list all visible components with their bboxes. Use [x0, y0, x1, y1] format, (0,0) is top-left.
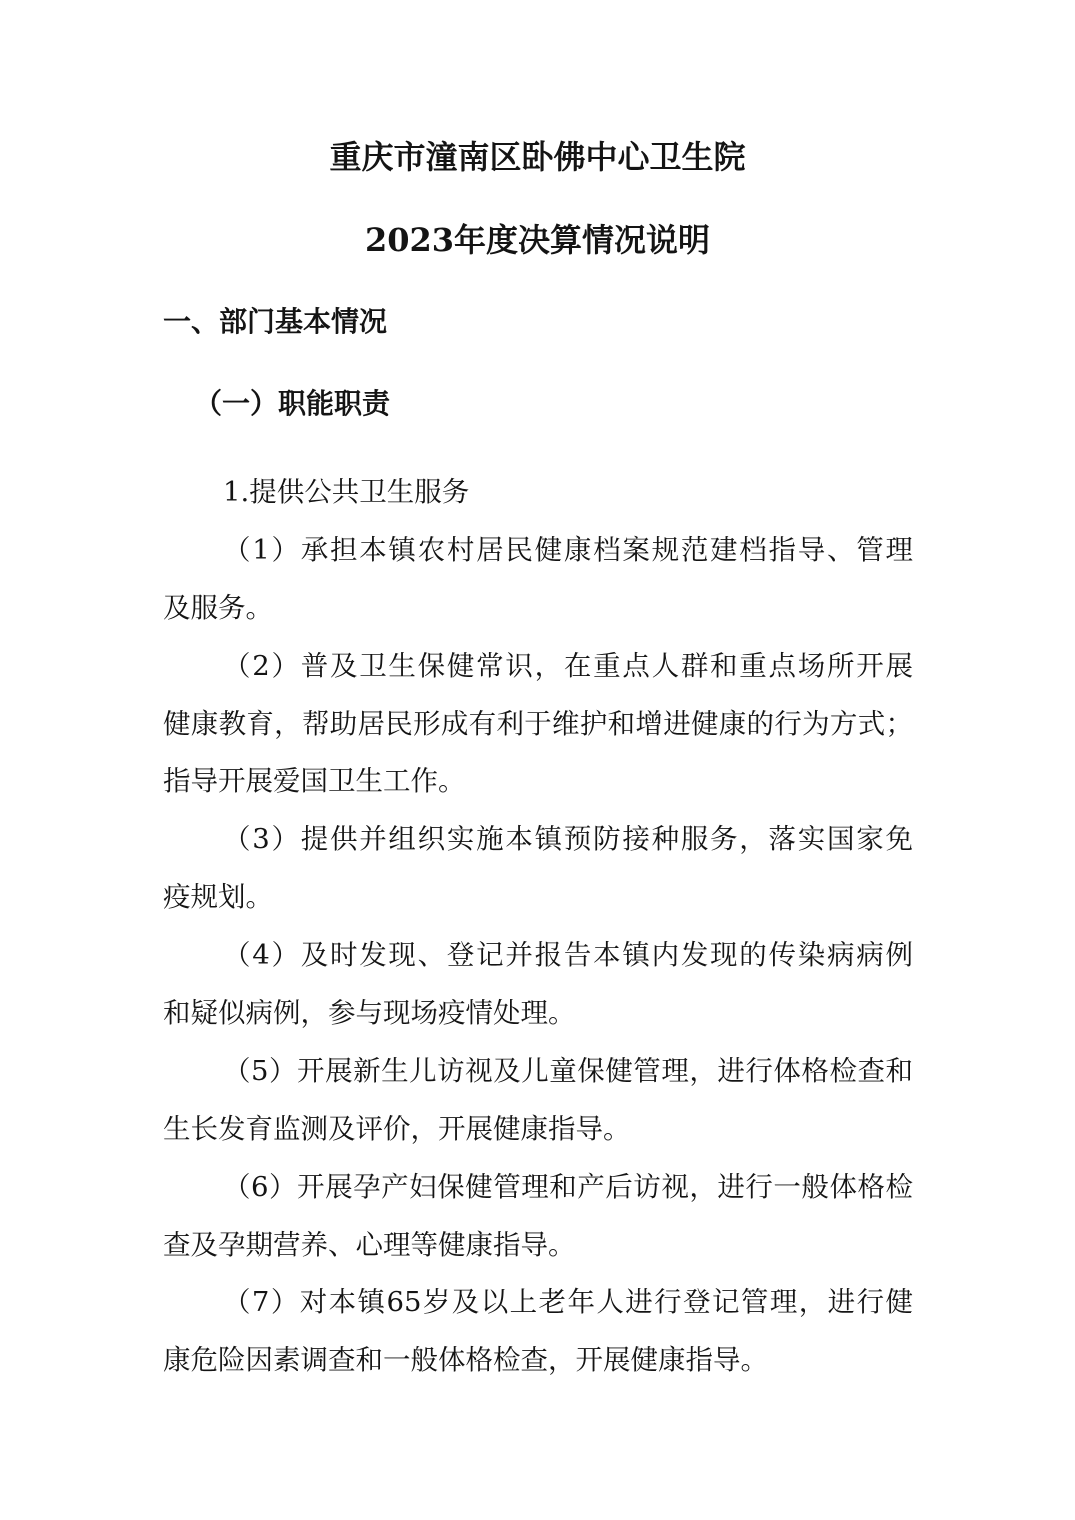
paragraph-line: 健康教育，帮助居民形成有利于维护和增进健康的行为方式；	[163, 707, 913, 740]
subsection-heading: （一）职能职责	[194, 387, 391, 420]
paragraph-line: 生长发育监测及评价，开展健康指导。	[163, 1112, 631, 1145]
paragraph-line: （7）对本镇65岁及以上老年人进行登记管理，进行健	[223, 1286, 913, 1319]
paragraph-line: （4）及时发现、登记并报告本镇内发现的传染病病例	[223, 939, 913, 972]
paragraph-line: （5）开展新生儿访视及儿童保健管理，进行体格检查和	[223, 1054, 913, 1087]
paragraph-item-4	[163, 927, 913, 1043]
paragraph-line: 及服务。	[163, 591, 273, 624]
document-body	[163, 464, 913, 1390]
paragraph-line: 康危险因素调查和一般体格检查，开展健康指导。	[163, 1344, 768, 1377]
paragraph-item-3	[163, 811, 913, 927]
paragraph-line: 查及孕期营养、心理等健康指导。	[163, 1228, 576, 1261]
document-title: 重庆市潼南区卧佛中心卫生院	[329, 138, 746, 176]
paragraph-item-6	[163, 1159, 913, 1275]
paragraph-line: 和疑似病例，参与现场疫情处理。	[163, 997, 576, 1030]
paragraph-line: （1）承担本镇农村居民健康档案规范建档指导、管理	[223, 533, 913, 566]
paragraph-item-7	[163, 1274, 913, 1390]
paragraph-line: 指导开展爱国卫生工作。	[163, 765, 466, 798]
section-heading: 一、部门基本情况	[163, 305, 388, 338]
paragraph-item-1	[163, 522, 913, 638]
paragraph-item-5	[163, 1043, 913, 1159]
paragraph-line: （3）提供并组织实施本镇预防接种服务，落实国家免	[223, 823, 913, 856]
paragraph-item-2	[163, 638, 913, 812]
paragraph-line: （2）普及卫生保健常识，在重点人群和重点场所开展	[223, 649, 913, 682]
item-heading: 1.提供公共卫生服务	[223, 476, 470, 508]
paragraph-line: （6）开展孕产妇保健管理和产后访视，进行一般体格检	[223, 1170, 913, 1203]
document-subtitle: 2023年度决算情况说明	[364, 221, 711, 259]
paragraph-line: 疫规划。	[163, 881, 273, 914]
